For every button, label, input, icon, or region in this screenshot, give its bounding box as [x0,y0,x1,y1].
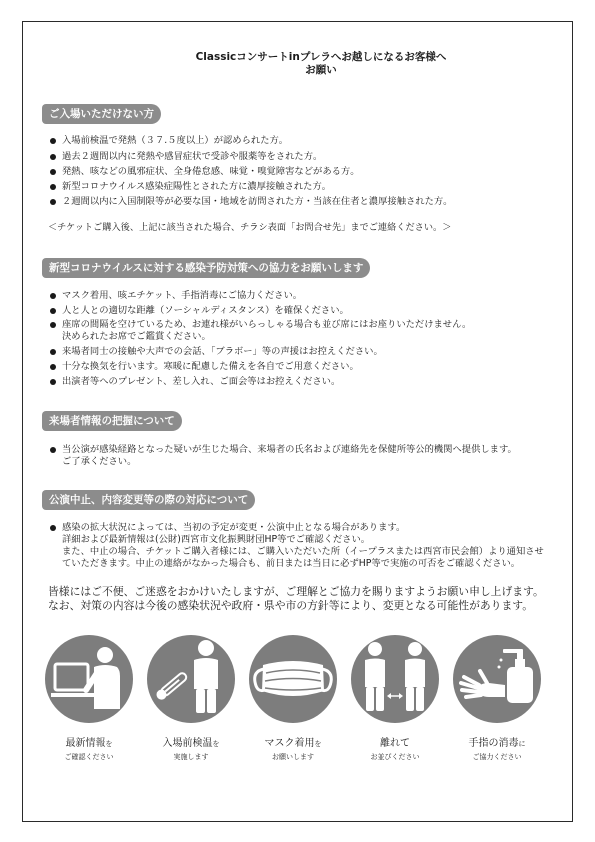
pictogram-label [442,737,552,751]
pictogram-label-suffix: を [314,740,322,748]
bullet-icon [50,349,56,355]
section-heading: 新型コロナウイルスに対する感染予防対策への協力をお願いします [42,258,370,278]
pictogram-label [34,737,144,751]
section-heading: 来場者情報の把握について [42,411,182,431]
pictogram-label-main: マスク着用 [264,738,315,749]
pictogram-label [136,737,246,751]
list-item-text: 座席の間隔を空けているため、お連れ様がいらっしゃる場合も並び席にはお座りいただけません。 [62,319,472,330]
bullet-icon [50,364,56,370]
list-item-text: 過去２週間以内に発熱や感冒症状で受診や服薬等をされた方。 [62,151,323,162]
list-item-text: 来場者同士の接触や大声での会話、「ブラボー」等の声援はお控えください。 [62,346,383,357]
bullet-icon [50,169,56,175]
list-item-text: 感染の拡大状況によっては、当初の予定が変更・公演中止となる場合があります。 [62,522,406,533]
pictogram-label-suffix: を [212,740,220,748]
pictogram-label-main: 入場前検温 [162,738,213,749]
pictogram-sublabel: お願いします [272,753,314,761]
face-mask-icon [249,635,337,723]
pictogram-label [340,737,450,751]
list-item-text-continued: ていただきます。中止の連絡がなかった場合も、前日または当日に必ずHP等で実施の可否をご確認ください。 [62,558,521,569]
section-heading: ご入場いただけない方 [42,104,161,124]
hand-sanitizer-icon [453,635,541,723]
pictogram-sublabel: 実施します [173,753,209,761]
closing-message: なお、対策の内容は今後の感染状況や政府・県や市の方針等により、変更となる可能性があります。 [48,599,533,612]
bullet-icon [50,138,56,144]
list-item-text-continued: ご了承ください。 [62,456,137,467]
pictogram-sublabel: ご協力ください [472,753,522,761]
bullet-icon [50,308,56,314]
bullet-icon [50,184,56,190]
page-title: Classicコンサートinプレラへお越しになるお客様へ [195,51,447,63]
list-item-text-continued: また、中止の場合、チケットご購入者様には、ご購入いただいた所（イープラスまたは西宮市民会館）より通知させ [62,546,544,557]
list-item-text: 人と人との適切な距離（ソーシャルディスタンス）を確保ください。 [62,305,349,316]
thermometer-person-icon [147,635,235,723]
bullet-icon [50,525,56,531]
pictogram-label-suffix: に [518,740,526,748]
list-item-text: 出演者等へのプレゼント、差し入れ、ご面会等はお控えください。 [62,376,341,387]
pictogram-label-main: 最新情報 [65,738,106,749]
list-item-text: ２週間以内に入国制限等が必要な国・地域を訪問された方・当該在住者と濃厚接触された方。 [62,196,453,207]
pictogram-label [238,737,348,751]
bullet-icon [50,293,56,299]
bullet-icon [50,154,56,160]
pictogram-label-main: 離れて [380,738,410,749]
list-item-text: 新型コロナウイルス感染症陽性とされた方に濃厚接触された方。 [62,181,332,192]
bullet-icon [50,379,56,385]
page-title-subline: お願い [305,64,337,76]
contact-note: ＜チケットご購入後、上記に該当された場合、チラシ表面「お問合せ先」までご連絡ください。＞ [48,222,452,233]
closing-message: 皆様にはご不便、ご迷惑をおかけいたしますが、ご理解とご協力を賜りますようお願い申し上げます。 [48,585,544,598]
section-heading: 公演中止、内容変更等の際の対応について [42,490,255,510]
pictogram-label-main: 手指の消毒 [468,738,519,749]
list-item-text-continued: 詳細および最新情報は(公財)西宮市文化振興財団HP等でご確認ください。 [62,534,371,545]
bullet-icon [50,322,56,328]
list-item-text: 当公演が感染経路となった疑いが生じた場合、来場者の氏名および連絡先を保健所等公的機関へ提供します。 [62,444,517,455]
list-item-text: マスク着用、咳エチケット、手指消毒にご協力ください。 [62,290,303,301]
pictogram-sublabel: ご確認ください [64,753,114,761]
list-item-text: 発熱、咳などの風邪症状、全身倦怠感、味覚・嗅覚障害などがある方。 [62,166,360,177]
list-item-text-continued: 決められたお席でご鑑賞ください。 [62,331,211,342]
bullet-icon [50,199,56,205]
list-item-text: 十分な換気を行います。寒暖に配慮した備えを各自でご用意ください。 [62,361,359,372]
computer-user-icon [45,635,133,723]
list-item-text: 入場前検温で発熱（３７.５度以上）が認められた方。 [62,135,289,146]
social-distance-icon [351,635,439,723]
pictogram-label-suffix: を [105,740,113,748]
pictogram-sublabel: お並びください [370,753,420,761]
bullet-icon [50,447,56,453]
